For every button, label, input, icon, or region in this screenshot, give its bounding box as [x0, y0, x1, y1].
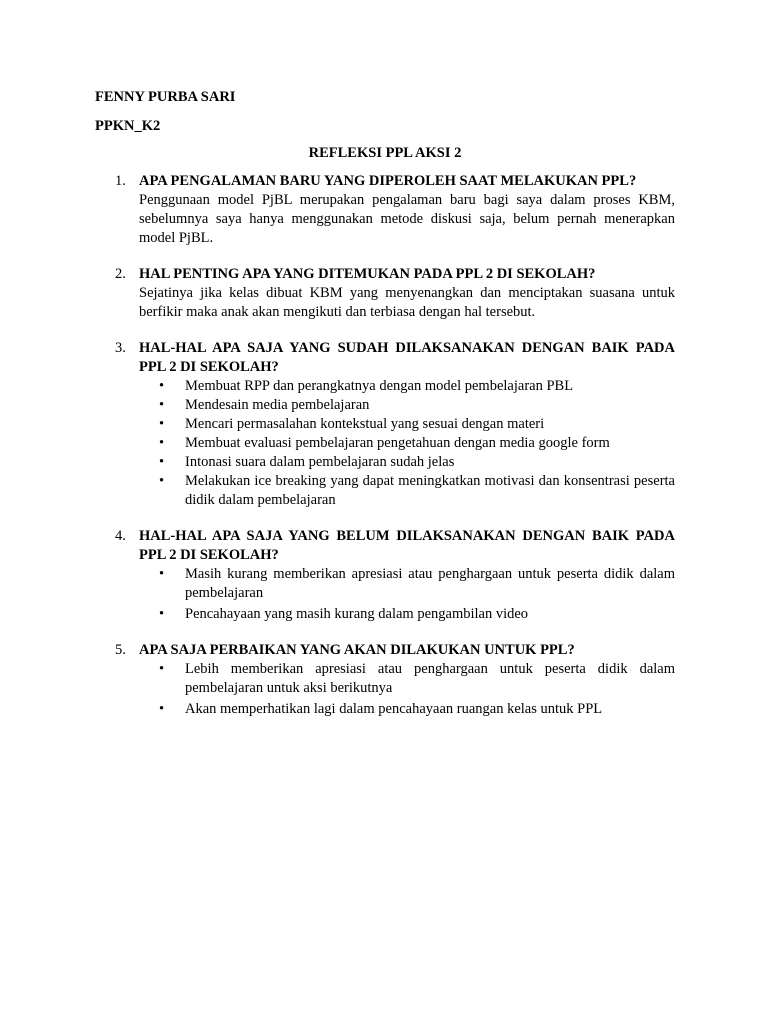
question-number: 1.: [115, 173, 126, 189]
question-number: 5.: [115, 642, 126, 658]
bullet-text: Membuat RPP dan perangkatnya dengan model pembelajaran PBL: [185, 378, 574, 394]
bullet-item: [139, 605, 675, 624]
bullet-icon: •: [159, 606, 165, 622]
question-title: APA SAJA PERBAIKAN YANG AKAN DILAKUKAN UNTUK PPL?: [139, 642, 575, 658]
bullet-text: Mencari permasalahan kontekstual yang sesuai dengan materi: [185, 416, 545, 432]
bullet-item: [139, 565, 675, 603]
bullet-text: Akan memperhatikan lagi dalam pencahayaan ruangan kelas untuk PPL: [185, 701, 603, 717]
bullet-icon: •: [159, 473, 165, 489]
bullet-item: [139, 472, 675, 510]
bullet-text: Masih kurang memberikan apresiasi atau penghargaan untuk peserta didik dalam pembelajaran: [185, 566, 675, 601]
bullet-item: [139, 660, 675, 698]
bullet-list: [139, 565, 675, 624]
bullet-text: Lebih memberikan apresiasi atau penghargaan untuk peserta didik dalam pembelajaran untuk aksi berikutnya: [185, 661, 675, 696]
question-answer: Sejatinya jika kelas dibuat KBM yang menyenangkan dan menciptakan suasana untuk berfikir maka anak akan mengikuti dan terbiasa dengan hal tersebut.: [139, 285, 675, 320]
author-name: FENNY PURBA SARI: [95, 89, 236, 105]
question-number: 4.: [115, 528, 126, 544]
bullet-icon: •: [159, 378, 165, 394]
bullet-icon: •: [159, 454, 165, 470]
bullet-icon: •: [159, 661, 165, 677]
question-item: [95, 527, 675, 624]
bullet-icon: •: [159, 566, 165, 582]
bullet-item: [139, 396, 675, 415]
question-item: [95, 641, 675, 719]
bullet-icon: •: [159, 435, 165, 451]
question-number: 3.: [115, 340, 126, 356]
bullet-text: Intonasi suara dalam pembelajaran sudah jelas: [185, 454, 455, 470]
question-number: 2.: [115, 266, 126, 282]
question-title: HAL PENTING APA YANG DITEMUKAN PADA PPL 2 DI SEKOLAH?: [139, 266, 596, 282]
bullet-text: Pencahayaan yang masih kurang dalam pengambilan video: [185, 606, 529, 622]
bullet-item: [139, 415, 675, 434]
question-item: [95, 265, 675, 322]
bullet-text: Melakukan ice breaking yang dapat meningkatkan motivasi dan konsentrasi peserta didik dalam pembelajaran: [185, 473, 675, 508]
bullet-list: [139, 660, 675, 719]
question-item: [95, 339, 675, 510]
question-title: HAL-HAL APA SAJA YANG BELUM DILAKSANAKAN DENGAN BAIK PADA PPL 2 DI SEKOLAH?: [139, 528, 675, 563]
bullet-item: [139, 453, 675, 472]
bullet-icon: •: [159, 397, 165, 413]
bullet-text: Membuat evaluasi pembelajaran pengetahuan dengan media google form: [185, 435, 610, 451]
bullet-text: Mendesain media pembelajaran: [185, 397, 370, 413]
bullet-icon: •: [159, 416, 165, 432]
bullet-list: [139, 377, 675, 510]
bullet-item: [139, 700, 675, 719]
question-title: APA PENGALAMAN BARU YANG DIPEROLEH SAAT MELAKUKAN PPL?: [139, 173, 637, 189]
class-code: PPKN_K2: [95, 118, 161, 134]
question-list: [95, 172, 675, 736]
question-item: [95, 172, 675, 248]
bullet-icon: •: [159, 701, 165, 717]
bullet-item: [139, 377, 675, 396]
question-answer: Penggunaan model PjBL merupakan pengalaman baru bagi saya dalam proses KBM, sebelumnya saya hanya menggunakan metode diskusi saja, belum pernah menerapkan model PjBL.: [139, 192, 675, 246]
bullet-item: [139, 434, 675, 453]
question-title: HAL-HAL APA SAJA YANG SUDAH DILAKSANAKAN DENGAN BAIK PADA PPL 2 DI SEKOLAH?: [139, 340, 675, 375]
document-title: REFLEKSI PPL AKSI 2: [308, 145, 462, 161]
